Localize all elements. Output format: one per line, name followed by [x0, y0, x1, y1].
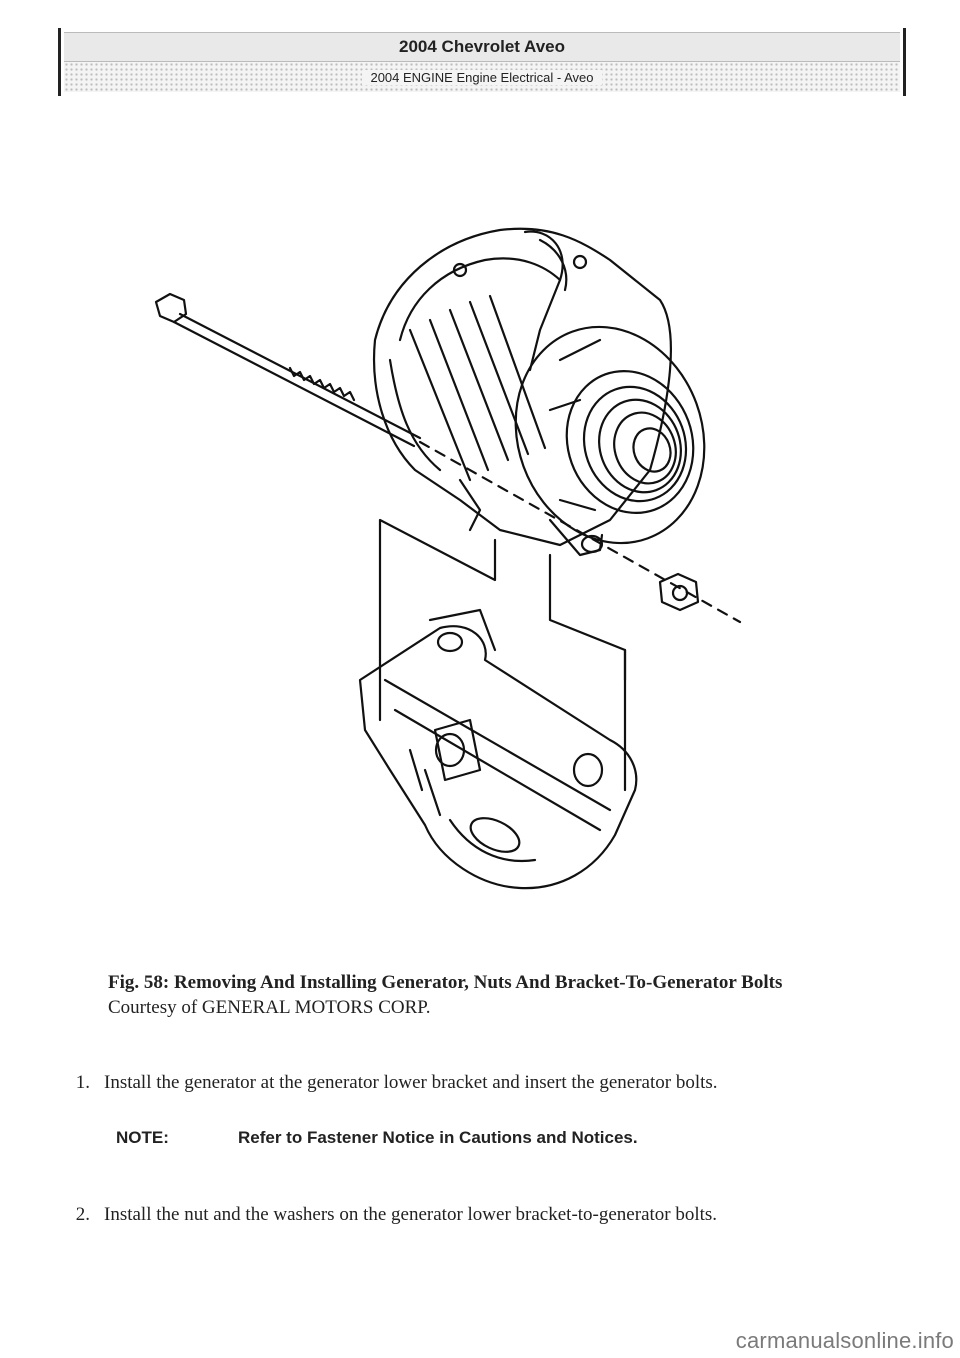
note-box — [116, 1124, 736, 1151]
generator-icon — [374, 229, 734, 570]
figure-caption — [108, 970, 888, 1020]
step-text: Install the generator at the generator lower bracket and insert the generator bolts. — [104, 1072, 718, 1093]
caption-credit: Courtesy of GENERAL MOTORS CORP. — [108, 997, 431, 1018]
step-number: 2. — [75, 1204, 90, 1225]
list-item — [74, 1070, 894, 1096]
note-text: Refer to Fastener Notice in Cautions and Notices. — [238, 1128, 638, 1147]
step-number: 1. — [75, 1072, 90, 1093]
list-item — [74, 1202, 894, 1228]
nut-icon — [660, 574, 698, 610]
header-subtitle: 2004 ENGINE Engine Electrical - Aveo — [362, 70, 601, 85]
caption-title: Fig. 58: Removing And Installing Generator, Nuts And Bracket-To-Generator Bolts — [108, 972, 783, 993]
header-subtitle-bar — [58, 62, 906, 92]
lower-bracket-icon — [360, 610, 636, 888]
header-title: 2004 Chevrolet Aveo — [64, 32, 900, 62]
watermark-link[interactable]: carmanualsonline.info — [735, 1328, 954, 1353]
generator-bracket-illustration-icon — [140, 210, 760, 910]
note-label: NOTE: — [116, 1128, 169, 1147]
step-text: Install the nut and the washers on the generator lower bracket-to-generator bolts. — [104, 1204, 718, 1225]
